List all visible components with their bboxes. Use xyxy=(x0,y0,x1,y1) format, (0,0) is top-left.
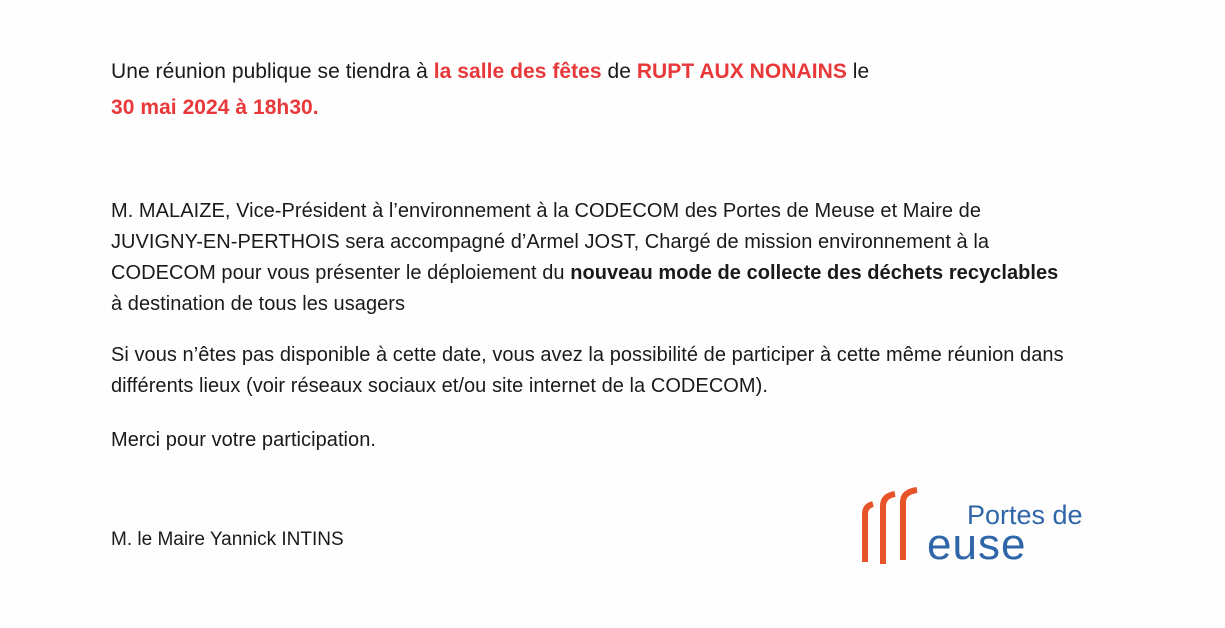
logo-arches-icon xyxy=(865,490,917,564)
logo-text-portes-de: Portes de xyxy=(967,500,1083,530)
thanks-line: Merci pour votre participation. xyxy=(111,429,376,451)
main-paragraph-highlight: nouveau mode de collecte des déchets recyclables xyxy=(570,262,1059,284)
main-paragraph-text: M. MALAIZE, Vice-Président à l’environnement à la CODECOM des Portes de Meuse et Maire de JUVIGNY-EN-PERTHOIS sera accompagné d’Armel JOST, Chargé de mission environnement à la CODECOM pour vous présenter le déploiement du xyxy=(111,200,989,284)
announcement-date-prefix: le xyxy=(846,60,870,83)
signature: M. le Maire Yannick INTINS xyxy=(111,529,344,550)
alternative-paragraph: Si vous n’êtes pas disponible à cette date, vous avez la possibilité de participer à cette même réunion dans différents lieux (voir réseaux sociaux et/ou site internet de la CODECOM). xyxy=(111,344,1064,397)
announcement-venue: la salle des fêtes xyxy=(433,60,602,83)
main-paragraph xyxy=(111,196,1071,320)
portes-de-meuse-logo xyxy=(855,484,1100,574)
announcement-headline xyxy=(111,54,1071,126)
announcement-town: RUPT AUX NONAINS xyxy=(636,60,847,83)
announcement-of: de xyxy=(601,60,637,83)
announcement-intro: Une réunion publique se tiendra à xyxy=(111,60,434,83)
logo-text-euse: euse xyxy=(927,520,1027,569)
announcement-datetime: 30 mai 2024 à 18h30. xyxy=(111,96,319,119)
main-paragraph-suffix: à destination de tous les usagers xyxy=(111,293,406,315)
